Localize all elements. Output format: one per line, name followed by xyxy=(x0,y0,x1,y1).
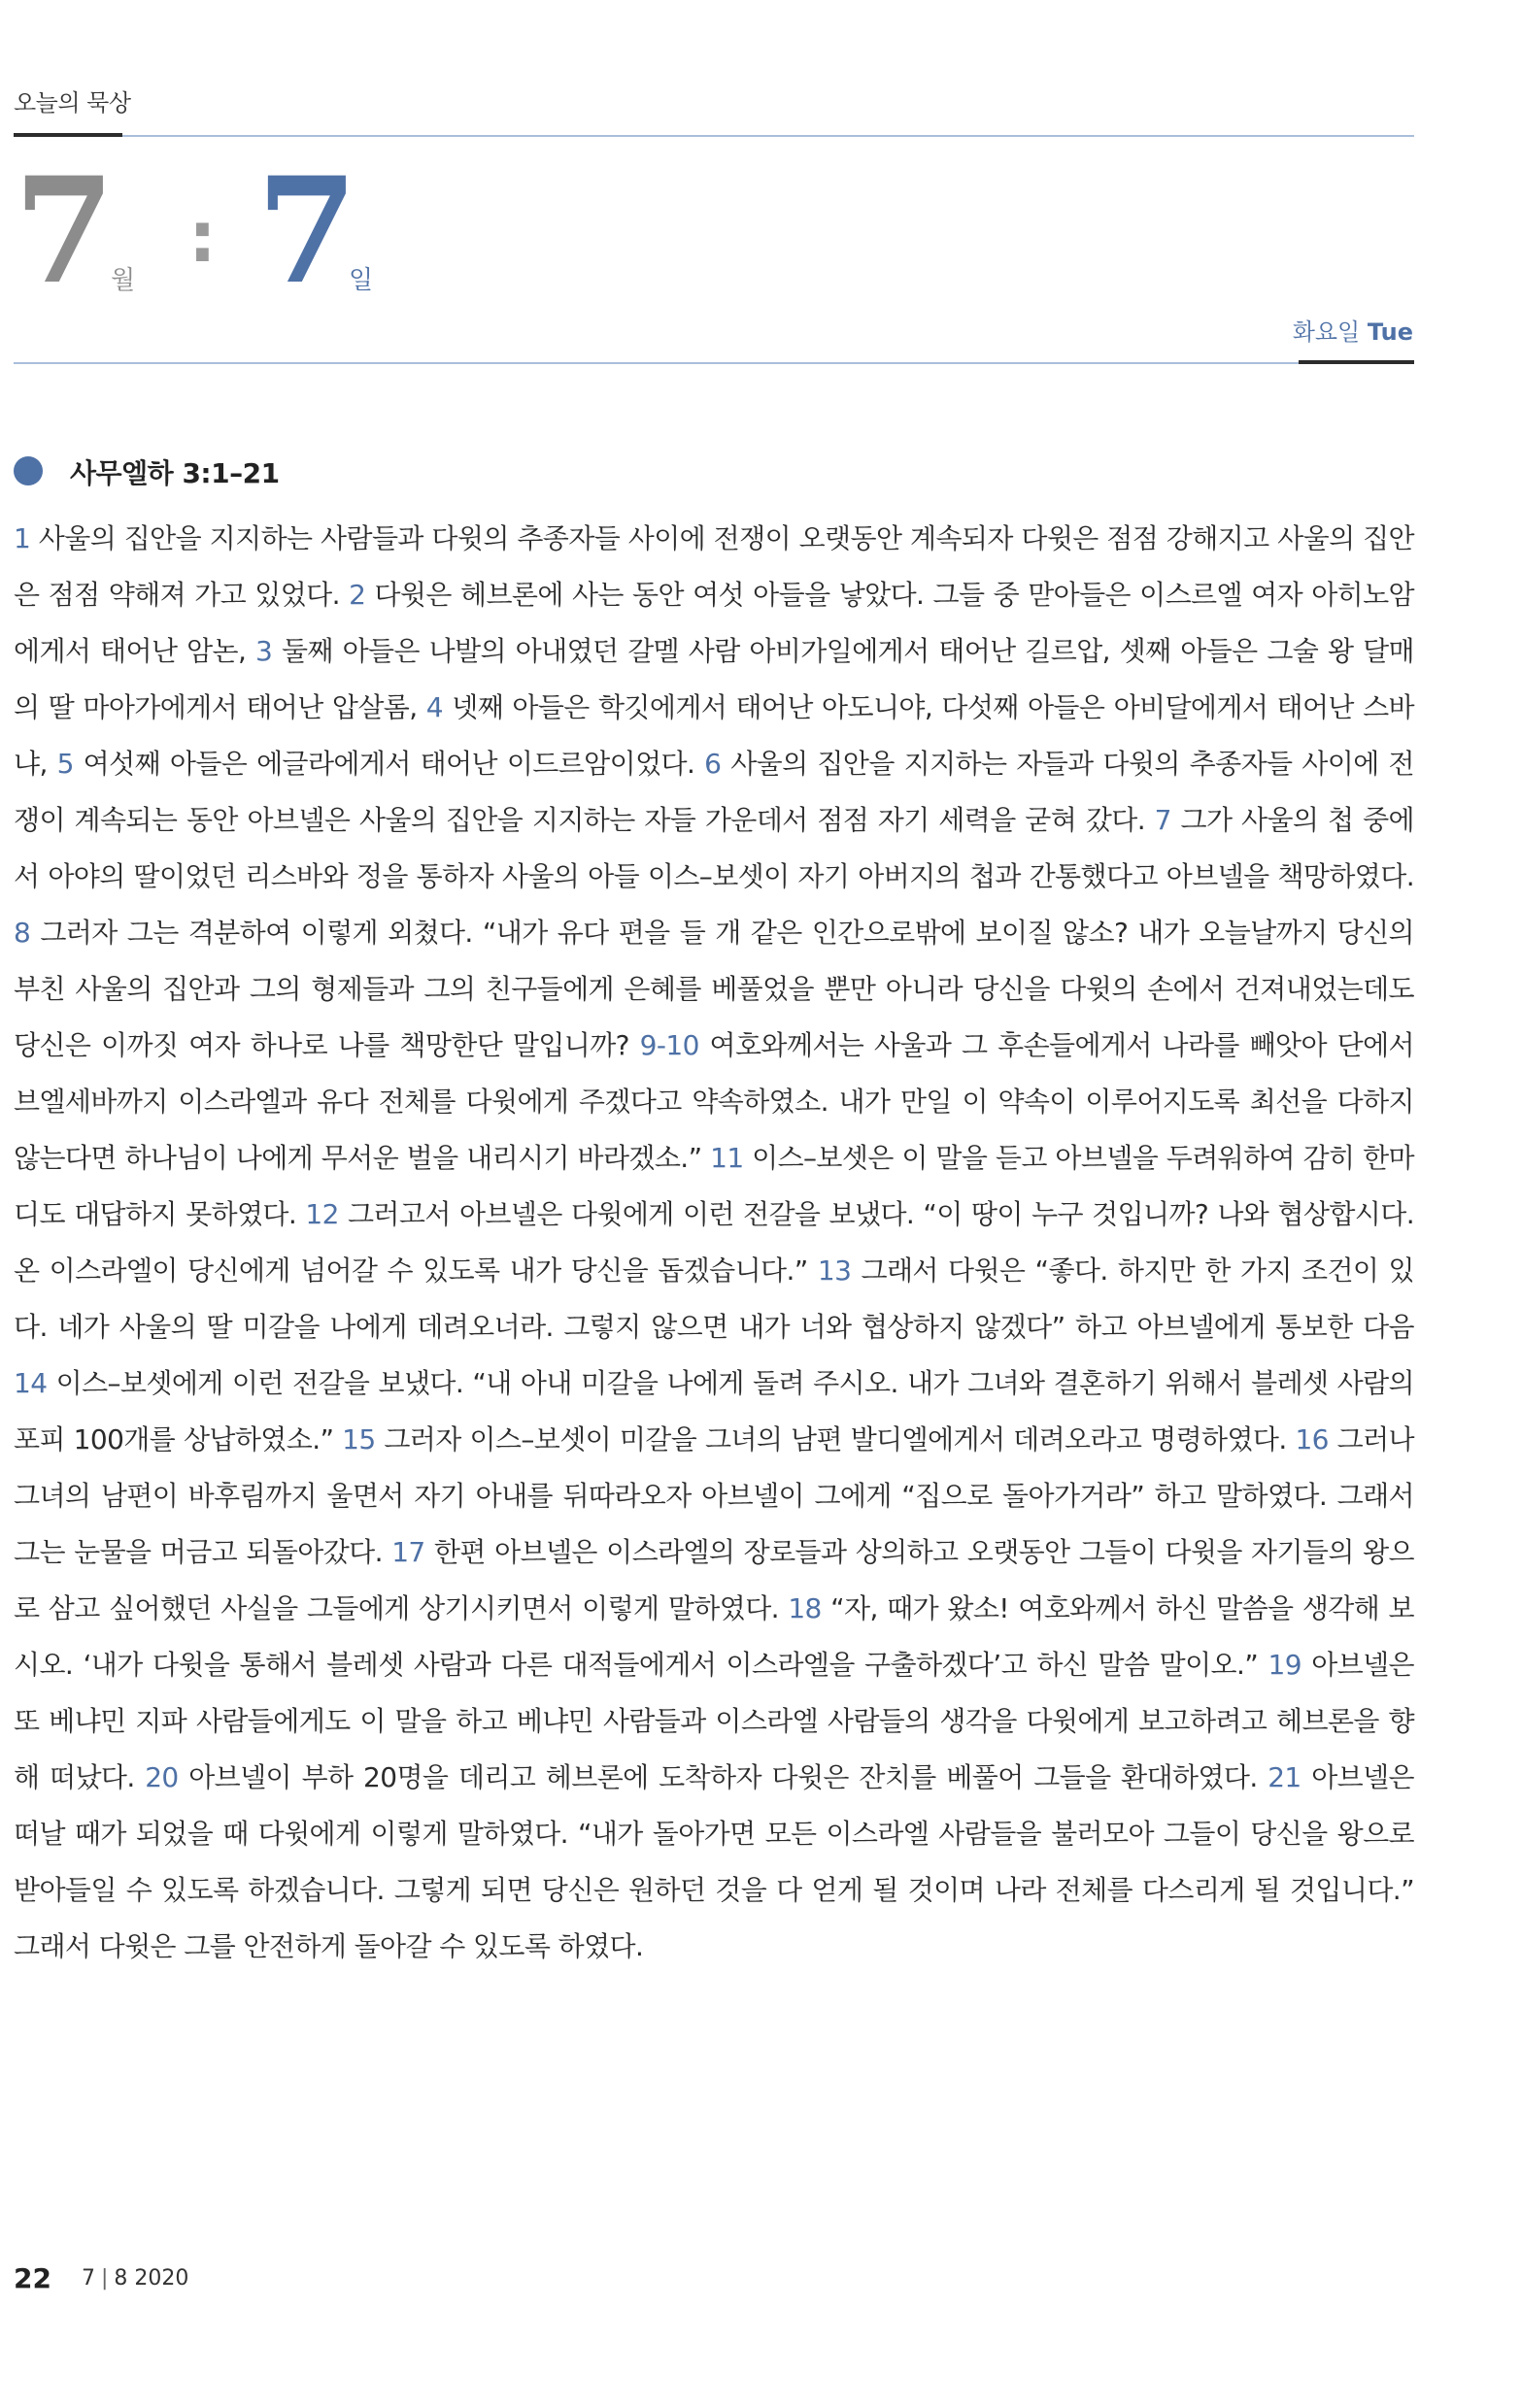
page-number: 22 xyxy=(14,2262,51,2294)
verse-text: 이스–보셋에게 이런 전갈을 보냈다. “내 아내 미갈을 나에게 돌려 주시오. 내가 그녀와 결혼하기 위해서 블레셋 사람의 포피 100개를 상납하였소.” xyxy=(14,1367,1414,1455)
date-display xyxy=(14,146,693,317)
verse-text: 그러고서 아브넬은 다윗에게 이런 전갈을 보냈다. “이 땅이 누구 것입니까? 나와 협상합시다. 온 이스라엘이 당신에게 넘어갈 수 있도록 내가 당신을 돕겠습니다.” xyxy=(14,1198,1414,1287)
verse-number: 15 xyxy=(342,1423,376,1455)
verse-number: 16 xyxy=(1295,1423,1329,1455)
verse-text: 아브넬이 부하 20명을 데리고 헤브론에 도착하자 다윗은 잔치를 베풀어 그들을 환대하였다. xyxy=(178,1761,1268,1793)
verse-text: 이스–보셋은 이 말을 듣고 아브넬을 두려워하여 감히 한마디도 대답하지 못하였다. xyxy=(14,1142,1414,1230)
day-number: 7 xyxy=(256,146,355,317)
verse-number: 6 xyxy=(704,748,722,780)
issue-info xyxy=(82,2266,188,2291)
passage-reference: 사무엘하 3:1–21 xyxy=(70,457,280,489)
section-label: 오늘의 묵상 xyxy=(14,89,131,117)
verse-number: 1 xyxy=(14,522,31,554)
day-unit: 일 xyxy=(349,266,374,295)
issue-separator: | xyxy=(101,2266,109,2291)
verse-text: “자, 때가 왔소! 여호와께서 하신 말씀을 생각해 보시오. ‘내가 다윗을 통해서 블레셋 사람과 다른 대적들에게서 이스라엘을 구출하겠다’고 하신 말씀 말이오.” xyxy=(14,1592,1414,1681)
verse-text: 여호와께서는 사울과 그 후손들에게서 나라를 빼앗아 단에서 브엘세바까지 이스라엘과 유다 전체를 다윗에게 주겠다고 약속하였소. 내가 만일 이 약속이 이루어지도록 최선을 다하지 않는다면 하나님이 나에게 무서운 벌을 내리시기 바라겠소.” xyxy=(14,1029,1414,1174)
verse-text: 넷째 아들은 학깃에게서 태어난 아도니야, 다섯째 아들은 아비달에게서 태어난 스바냐, xyxy=(14,691,1414,780)
header-divider xyxy=(14,362,1414,364)
footer xyxy=(14,2262,596,2301)
month-unit: 월 xyxy=(111,266,136,295)
verse-text: 아브넬은 떠날 때가 되었을 때 다윗에게 이렇게 말하였다. “내가 돌아가면 모든 이스라엘 사람들을 불러모아 그들이 당신을 왕으로 받아들일 수 있도록 하겠습니다. 그렇게 되면 당신은 원하던 것을 다 얻게 될 것이며 나라 전체를 다스리게 될 것입니다.” 그래서 다윗은 그를 안전하게 돌아갈 수 있도록 하였다. xyxy=(14,1761,1415,1962)
verse-number: 20 xyxy=(145,1761,179,1793)
verse-text: 그러자 그는 격분하여 이렇게 외쳤다. “내가 유다 편을 들 개 같은 인간으로밖에 보이질 않소? 내가 오늘날까지 당신의 부친 사울의 집안과 그의 형제들과 그의 친구들에게 은혜를 베풀었을 뿐만 아니라 당신을 다윗의 손에서 건져내었는데도 당신은 이까짓 여자 하나로 나를 책망한단 말입니까? xyxy=(14,917,1414,1061)
verse-number: 13 xyxy=(817,1254,852,1287)
verse-number: 9-10 xyxy=(639,1029,699,1061)
top-divider-accent xyxy=(14,133,122,137)
verse-text: 다윗은 헤브론에 사는 동안 여섯 아들을 낳았다. 그들 중 맏아들은 이스르엘 여자 아히노암에게서 태어난 암논, xyxy=(14,579,1414,667)
verse-number: 19 xyxy=(1268,1649,1301,1681)
verse-text: 사울의 집안을 지지하는 사람들과 다윗의 추종자들 사이에 전쟁이 오랫동안 계속되자 다윗은 점점 강해지고 사울의 집안은 점점 약해져 가고 있었다. xyxy=(14,522,1414,611)
verse-number: 2 xyxy=(349,579,366,611)
verse-number: 21 xyxy=(1268,1761,1301,1793)
verse-text: 한편 아브넬은 이스라엘의 장로들과 상의하고 오랫동안 그들이 다윗을 자기들의 왕으로 삼고 싶어했던 사실을 그들에게 상기시키면서 이렇게 말하였다. xyxy=(14,1536,1414,1624)
weekday-en: Tue xyxy=(1367,318,1413,346)
verse-number: 4 xyxy=(425,691,444,723)
verse-text: 여섯째 아들은 에글라에게서 태어난 이드르암이었다. xyxy=(73,748,705,780)
bullet-dot-icon xyxy=(14,456,43,485)
verse-number: 17 xyxy=(391,1536,425,1568)
verse-text: 아브넬은 또 베냐민 지파 사람들에게도 이 말을 하고 베냐민 사람들과 이스라엘 사람들의 생각을 다윗에게 보고하려고 헤브론을 향해 떠났다. xyxy=(14,1649,1415,1793)
date-colon: : xyxy=(188,196,217,278)
passage-heading xyxy=(14,452,791,491)
verse-number: 11 xyxy=(710,1142,744,1174)
verse-text: 그러자 이스–보셋이 미갈을 그녀의 남편 발디엘에게서 데려오라고 명령하였다. xyxy=(375,1423,1296,1455)
verse-number: 3 xyxy=(255,635,273,667)
header-divider-accent xyxy=(1299,360,1414,364)
verse-number: 14 xyxy=(14,1367,48,1399)
issue-month: 7 xyxy=(82,2266,95,2291)
verse-number: 18 xyxy=(788,1592,822,1624)
verse-number: 5 xyxy=(56,748,74,780)
verse-text: 둘째 아들은 나발의 아내였던 갈멜 사람 아비가일에게서 태어난 길르압, 셋째 아들은 그술 왕 달매의 딸 마아가에게서 태어난 압살롬, xyxy=(14,635,1414,723)
month-number: 7 xyxy=(14,146,112,317)
verse-number: 7 xyxy=(1154,804,1171,836)
verse-text: 그가 사울의 첩 중에서 아야의 딸이었던 리스바와 정을 통하자 사울의 아들 이스–보셋이 자기 아버지의 첩과 간통했다고 아브넬을 책망하였다. xyxy=(14,804,1414,892)
verse-text: 사울의 집안을 지지하는 자들과 다윗의 추종자들 사이에 전쟁이 계속되는 동안 아브넬은 사울의 집안을 지지하는 자들 가운데서 점점 자기 세력을 굳혀 갔다. xyxy=(14,748,1414,836)
issue-rest: 8 2020 xyxy=(114,2266,189,2291)
top-divider xyxy=(14,135,1414,137)
passage-body xyxy=(14,511,1414,1975)
verse-text: 그래서 다윗은 “좋다. 하지만 한 가지 조건이 있다. 네가 사울의 딸 미갈을 나에게 데려오너라. 그렇지 않으면 내가 너와 협상하지 않겠다” 하고 아브넬에게 통보한 다음 xyxy=(14,1254,1414,1343)
verse-number: 12 xyxy=(305,1198,339,1230)
verse-text: 그러나 그녀의 남편이 바후림까지 울면서 자기 아내를 뒤따라오자 아브넬이 그에게 “집으로 돌아가거라” 하고 말하였다. 그래서 그는 눈물을 머금고 되돌아갔다. xyxy=(14,1423,1414,1568)
weekday xyxy=(1293,313,1413,347)
weekday-ko: 화요일 xyxy=(1292,318,1361,346)
verse-number: 8 xyxy=(14,917,31,949)
